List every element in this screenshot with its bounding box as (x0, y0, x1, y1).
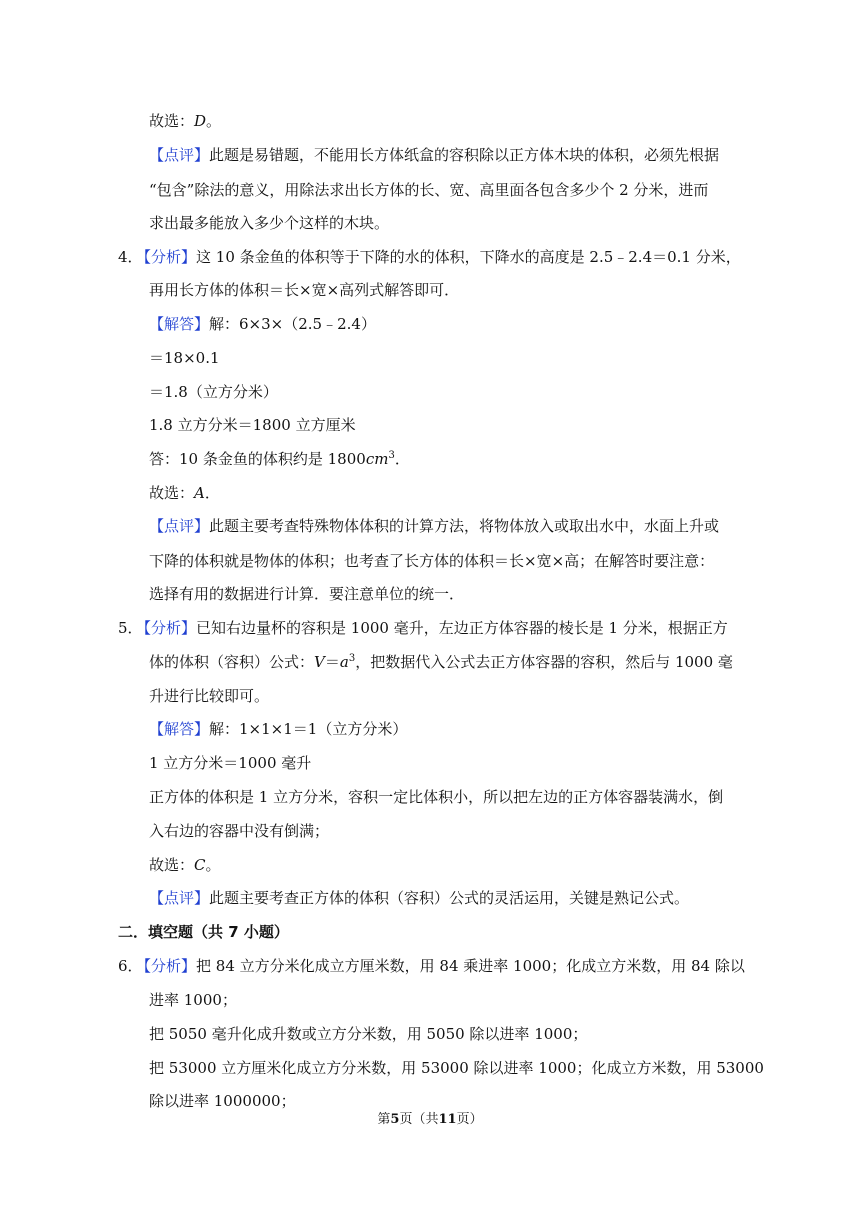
question-number: 4． (118, 248, 143, 266)
comment-line: 选择有用的数据进行计算．要注意单位的统一． (149, 585, 465, 603)
analysis-line: 【分析】已知右边量杯的容积是 1000 毫升，左边正方体容器的棱长是 1 分米，根据正方 (136, 619, 728, 637)
solution-line: 正方体的体积是 1 立方分米，容积一定比体积小，所以把左边的正方体容器装满水，倒 (149, 788, 724, 806)
analysis-line: 体的体积（容积）公式：$V=a^3$，把数据代入公式去正方体容器的容积，然后与 1000 毫 (149, 653, 733, 671)
analysis-line: 进率 1000； (149, 991, 237, 1009)
comment-line: 求出最多能放入多少个这样的木块。 (149, 214, 390, 232)
page-footer: 第5页（共11页） (377, 1112, 483, 1127)
question-number: 5． (118, 619, 143, 637)
comment-line: “包含”除法的意义，用除法求出长方体的长、宽、高里面各包含多少个 2 分米，进而 (149, 181, 709, 199)
solution-tag: 【解答】 (149, 720, 210, 738)
analysis-line: 再用长方体的体积＝长×宽×高列式解答即可． (149, 281, 460, 299)
solution-line: ＝18×0.1 (149, 349, 220, 367)
page-number: 5 (390, 1112, 400, 1127)
analysis-tag: 【分析】 (136, 957, 197, 975)
solution-line: 入右边的容器中没有倒满； (149, 822, 330, 840)
analysis-line: 把 53000 立方厘米化成立方分米数，用 53000 除以进率 1000；化成立方米数，用 53000 (149, 1059, 764, 1077)
comment-tag: 【点评】 (149, 146, 210, 164)
comment-line: 【点评】此题主要考查正方体的体积（容积）公式的灵活运用，关键是熟记公式。 (149, 889, 690, 907)
solution-line: 1 立方分米＝1000 毫升 (149, 754, 312, 772)
comment-line: 【点评】此题是易错题，不能用长方体纸盒的容积除以正方体木块的体积，必须先根据 (149, 146, 720, 164)
analysis-line: 除以进率 1000000； (149, 1092, 296, 1110)
solution-line: 【解答】解：6×3×（2.5﹣2.4） (149, 315, 376, 333)
analysis-line: 【分析】这 10 条金鱼的体积等于下降的水的体积，下降水的高度是 2.5﹣2.4＝0.1 分米， (136, 248, 741, 266)
analysis-tag: 【分析】 (136, 248, 197, 266)
analysis-line: 升进行比较即可。 (149, 687, 270, 705)
comment-line: 【点评】此题主要考查特殊物体体积的计算方法，将物体放入或取出水中，水面上升或 (149, 517, 720, 535)
section-heading: 二．填空题（共 7 小题） (118, 923, 289, 941)
comment-tag: 【点评】 (149, 517, 210, 535)
answer-choice-line: 故选：C。 (149, 856, 221, 874)
solution-line: 答：10 条金鱼的体积约是 $1800cm^3$． (149, 450, 410, 468)
comment-tag: 【点评】 (149, 889, 210, 907)
analysis-tag: 【分析】 (136, 619, 197, 637)
solution-tag: 【解答】 (149, 315, 210, 333)
solution-line: 1.8 立方分米＝1800 立方厘米 (149, 416, 356, 434)
analysis-line: 【分析】把 84 立方分米化成立方厘米数，用 84 乘进率 1000；化成立方米数，用 84 除以 (136, 957, 745, 975)
analysis-line: 把 5050 毫升化成升数或立方分米数，用 5050 除以进率 1000； (149, 1025, 588, 1043)
page-total: 11 (438, 1112, 457, 1127)
comment-line: 下降的体积就是物体的体积；也考查了长方体的体积＝长×宽×高；在解答时要注意： (149, 552, 715, 570)
solution-line: 【解答】解：1×1×1＝1（立方分米） (149, 720, 408, 738)
question-number: 6． (118, 957, 143, 975)
solution-line: ＝1.8（立方分米） (149, 383, 278, 401)
answer-choice-line: 故选：A． (149, 484, 220, 502)
answer-choice-line: 故选：D。 (149, 112, 222, 130)
